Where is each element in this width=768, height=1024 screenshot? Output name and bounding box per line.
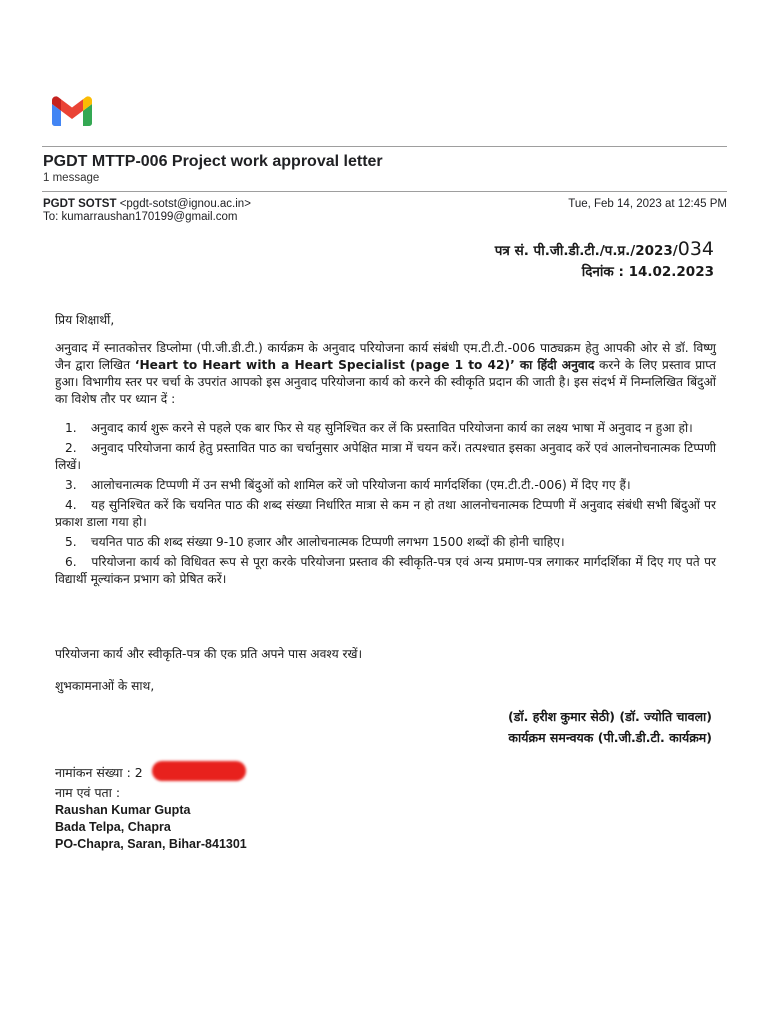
gmail-logo-icon: [52, 96, 92, 126]
list-item-text: अनुवाद परियोजना कार्य हेतु प्रस्तावित पाठ का चर्चानुसार अपेक्षित मात्रा में चयन करें। तत्पश्चात इसका अनुवाद करें एवं आलनोचनात्मक टिप्पणी लिखें।: [55, 441, 716, 472]
list-item-number: 2.: [65, 441, 77, 455]
message-count: 1 message: [43, 172, 100, 184]
list-item: [55, 440, 716, 474]
sender-line: [43, 198, 251, 210]
email-subject: PGDT MTTP-006 Project work approval letter: [43, 153, 383, 170]
letter-reference: [495, 238, 714, 260]
list-item-number: 3.: [65, 478, 77, 492]
sender-name: PGDT SOTST: [43, 198, 117, 210]
header-divider: [42, 146, 727, 147]
keep-copy-note: परियोजना कार्य और स्वीकृति-पत्र की एक प्रति अपने पास अवश्य रखें।: [55, 647, 363, 661]
letter-date: दिनांक : 14.02.2023: [581, 264, 714, 280]
list-item-text: परियोजना कार्य को विधिवत रूप से पूरा करके परियोजना प्रस्ताव की स्वीकृति-पत्र एवं अन्य प्रमाण-पत्र लगाकर मार्गदर्शिका में दिए गए पते पर विद्यार्थी मूल्यांकन प्रभाग को प्रेषित करें।: [55, 555, 717, 586]
sender-email: <pgdt-sotst@ignou.ac.in>: [119, 198, 251, 210]
list-item-number: 5.: [65, 535, 77, 549]
closing-wishes: शुभकामनाओं के साथ,: [55, 679, 155, 693]
intro-text-a: अनुवाद में स्नातकोत्तर डिप्लोमा (पी.जी.डी.टी.) कार्यक्रम के अनुवाद परियोजना कार्य संबंधी एम.टी.टी.-006 पाठ्यक्रम हेतु आपकी ओर से डॉ. विष्णु जैन द्वारा लिखित: [55, 341, 716, 372]
list-item-text: आलोचनात्मक टिप्पणी में उन सभी बिंदुओं को शामिल करें जो परियोजना कार्य मार्गदर्शिका (एम.टी.टी.-006) में दिए गए हैं।: [90, 478, 631, 492]
reference-prefix: पत्र सं. पी.जी.डी.टी./प.प्र./2023/: [494, 243, 678, 259]
email-date: Tue, Feb 14, 2023 at 12:45 PM: [568, 198, 727, 210]
list-item: [55, 554, 716, 588]
list-item: [55, 477, 716, 494]
list-item-text: अनुवाद कार्य शुरू करने से पहले एक बार फिर से यह सुनिश्चित कर लें कि प्रस्तावित परियोजना कार्य का लक्ष्य भाषा में अनुवाद न हुआ हो।: [90, 421, 693, 435]
address-line-postal: PO-Chapra, Saran, Bihar-841301: [55, 837, 247, 851]
redaction-mark: [152, 761, 246, 781]
intro-book-title: ‘Heart to Heart with a Heart Specialist (page 1 to 42)’ का हिंदी अनुवाद: [134, 358, 595, 372]
signatory-designation: कार्यक्रम समन्वयक (पी.जी.डी.टी. कार्यक्रम): [508, 730, 712, 745]
signatory-names: (डॉ. हरीश कुमार सेठी) (डॉ. ज्योति चावला): [507, 709, 712, 724]
list-item: [55, 497, 716, 531]
name-address-label: नाम एवं पता :: [55, 785, 121, 800]
list-item: [55, 534, 716, 551]
recipient-line: To: kumarraushan170199@gmail.com: [43, 211, 238, 223]
list-item: [55, 420, 716, 437]
reference-number: 034: [677, 238, 714, 260]
instruction-list: [55, 420, 716, 591]
list-item-text: यह सुनिश्चित करें कि चयनित पाठ की शब्द संख्या निर्धारित मात्रा से कम न हो तथा आलनोचनात्मक टिप्पणी में अनुवाद संबंधी सभी बिंदुओं पर प्रकाश डाला गया हो।: [55, 498, 717, 529]
list-item-number: 1.: [65, 421, 77, 435]
salutation: प्रिय शिक्षार्थी,: [55, 313, 115, 327]
intro-paragraph: [55, 340, 716, 408]
enrolment-number: नामांकन संख्या : 2: [55, 765, 143, 780]
message-divider: [42, 191, 727, 192]
address-line-locality: Bada Telpa, Chapra: [55, 820, 171, 834]
list-item-number: 6.: [65, 555, 77, 569]
address-line-name: Raushan Kumar Gupta: [55, 803, 191, 817]
list-item-text: चयनित पाठ की शब्द संख्या 9-10 हजार और आलोचनात्मक टिप्पणी लगभग 1500 शब्दों की होनी चाहिए।: [90, 535, 565, 549]
list-item-number: 4.: [65, 498, 77, 512]
intro-text-b: करने के लिए प्रस्ताव प्राप्त हुआ। विभागीय स्तर पर चर्चा के उपरांत आपको इस अनुवाद परियोजना कार्य को करने की स्वीकृति प्रदान की जाती है। इस संदर्भ में निम्नलिखित बिंदुओं का विशेष तौर पर ध्यान दें :: [55, 358, 716, 406]
